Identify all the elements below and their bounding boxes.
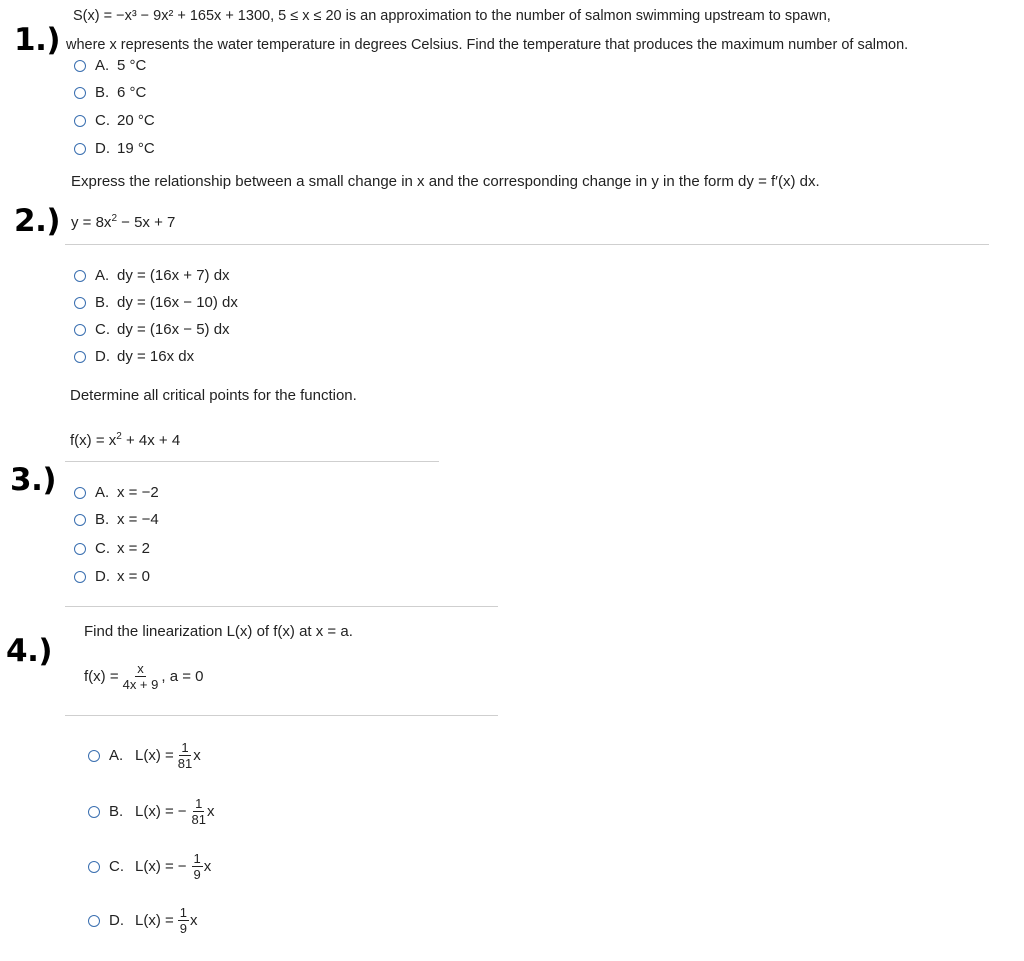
fraction-denominator: 81	[177, 756, 193, 771]
option-letter: A.	[95, 57, 110, 74]
fraction-denominator: 81	[191, 812, 206, 827]
fraction-denominator: 9	[193, 867, 201, 882]
q3-option-b[interactable]	[74, 511, 159, 528]
option-text: x = −2	[117, 484, 159, 501]
radio-button-icon[interactable]	[88, 806, 100, 818]
q1-option-c[interactable]	[74, 112, 155, 129]
option-letter: D.	[109, 912, 124, 929]
equation-exponent: 2	[111, 213, 117, 224]
option-text: dy = 16x dx	[117, 348, 195, 365]
radio-button-icon[interactable]	[74, 297, 86, 309]
question-3-number: 3.)	[10, 462, 57, 498]
option-text: 5 °C	[117, 57, 147, 74]
option-sign: −	[177, 803, 187, 820]
option-variable: x	[190, 912, 198, 929]
option-prefix: L(x) =	[135, 803, 174, 820]
option-text: dy = (16x + 7) dx	[117, 267, 230, 284]
option-letter: A.	[95, 267, 110, 284]
q1-option-d[interactable]	[74, 140, 155, 157]
option-letter: D.	[95, 348, 110, 365]
option-variable: x	[193, 747, 201, 764]
radio-button-icon[interactable]	[74, 270, 86, 282]
question-4-number: 4.)	[6, 633, 53, 669]
equation-right: + 4x + 4	[121, 432, 181, 449]
option-letter: C.	[95, 321, 110, 338]
option-letter: D.	[95, 568, 110, 585]
q4-option-b[interactable]	[88, 797, 215, 826]
q3-option-c[interactable]	[74, 540, 150, 557]
fraction-numerator: x	[137, 661, 144, 676]
q4-option-d[interactable]	[88, 906, 198, 935]
q2-option-d[interactable]	[74, 348, 194, 365]
radio-button-icon[interactable]	[88, 915, 100, 927]
option-fraction	[178, 741, 192, 770]
question-4-prompt: Find the linearization L(x) of f(x) at x = a.	[84, 623, 353, 640]
q4-option-c[interactable]	[88, 852, 211, 881]
option-text: 6 °C	[117, 84, 147, 101]
option-letter: A.	[95, 484, 110, 501]
question-1-text-line1: S(x) = −x³ − 9x² + 165x + 1300, 5 ≤ x ≤ 20 is an approximation to the number of salmon swimming upstream to spawn,	[73, 8, 831, 24]
radio-button-icon[interactable]	[74, 514, 86, 526]
equation-left: f(x) =	[84, 668, 119, 685]
radio-button-icon[interactable]	[74, 60, 86, 72]
equation-left: y = 8x	[71, 214, 112, 231]
option-letter: A.	[109, 747, 124, 764]
option-letter: C.	[109, 858, 124, 875]
option-sign: −	[177, 858, 187, 875]
option-text: 19 °C	[117, 140, 155, 157]
option-letter: B.	[95, 294, 110, 311]
fraction-numerator: 1	[179, 905, 187, 920]
fraction-denominator: 9	[179, 921, 187, 936]
option-text: dy = (16x − 5) dx	[117, 321, 230, 338]
option-fraction	[192, 852, 203, 881]
q3-option-d[interactable]	[74, 568, 150, 585]
option-letter: B.	[109, 803, 124, 820]
q2-option-a[interactable]	[74, 267, 230, 284]
option-letter: C.	[95, 540, 110, 557]
equation-exponent: 2	[116, 431, 122, 442]
radio-button-icon[interactable]	[74, 87, 86, 99]
option-text: dy = (16x − 10) dx	[117, 294, 238, 311]
option-prefix: L(x) =	[135, 858, 174, 875]
fraction-numerator: 1	[193, 851, 201, 866]
fraction-numerator: 1	[195, 796, 203, 811]
radio-button-icon[interactable]	[74, 115, 86, 127]
radio-button-icon[interactable]	[74, 571, 86, 583]
radio-button-icon[interactable]	[74, 143, 86, 155]
equation-right: − 5x + 7	[117, 214, 176, 231]
question-3-equation	[70, 432, 180, 449]
option-letter: B.	[95, 84, 110, 101]
radio-button-icon[interactable]	[74, 351, 86, 363]
radio-button-icon[interactable]	[74, 543, 86, 555]
q3-option-a[interactable]	[74, 484, 159, 501]
option-text: x = −4	[117, 511, 159, 528]
radio-button-icon[interactable]	[74, 324, 86, 336]
equation-right: , a = 0	[161, 668, 204, 685]
divider	[65, 461, 439, 462]
question-4-equation	[84, 662, 204, 691]
q2-option-c[interactable]	[74, 321, 230, 338]
option-text: x = 0	[117, 568, 150, 585]
equation-fraction	[123, 662, 159, 691]
option-letter: C.	[95, 112, 110, 129]
option-fraction	[178, 906, 189, 935]
question-1-number: 1.)	[14, 22, 61, 58]
q4-option-a[interactable]	[88, 741, 201, 770]
fraction-denominator: 4x + 9	[122, 677, 159, 692]
option-letter: B.	[95, 511, 110, 528]
fraction-numerator: 1	[181, 740, 189, 755]
equation-left: f(x) = x	[70, 432, 117, 449]
divider	[65, 244, 989, 245]
option-letter: D.	[95, 140, 110, 157]
question-3-prompt: Determine all critical points for the function.	[70, 387, 357, 404]
option-text: x = 2	[117, 540, 150, 557]
question-2-equation	[71, 214, 175, 231]
q1-option-a[interactable]	[74, 57, 146, 74]
option-text: 20 °C	[117, 112, 155, 129]
option-fraction	[192, 797, 206, 826]
radio-button-icon[interactable]	[88, 861, 100, 873]
option-prefix: L(x) =	[135, 912, 174, 929]
option-variable: x	[207, 803, 215, 820]
q2-option-b[interactable]	[74, 294, 238, 311]
q1-option-b[interactable]	[74, 84, 146, 101]
question-2-number: 2.)	[14, 203, 61, 239]
option-variable: x	[203, 858, 212, 875]
question-2-prompt: Express the relationship between a small change in x and the corresponding change in y in the form dy = f′(x) dx.	[71, 173, 820, 190]
divider	[65, 606, 498, 607]
radio-button-icon[interactable]	[88, 750, 100, 762]
question-1-text-line2: where x represents the water temperature in degrees Celsius. Find the temperature that produces the maximum number of salmon.	[66, 37, 909, 53]
option-prefix: L(x) =	[135, 747, 174, 764]
radio-button-icon[interactable]	[74, 487, 86, 499]
divider	[65, 715, 498, 716]
